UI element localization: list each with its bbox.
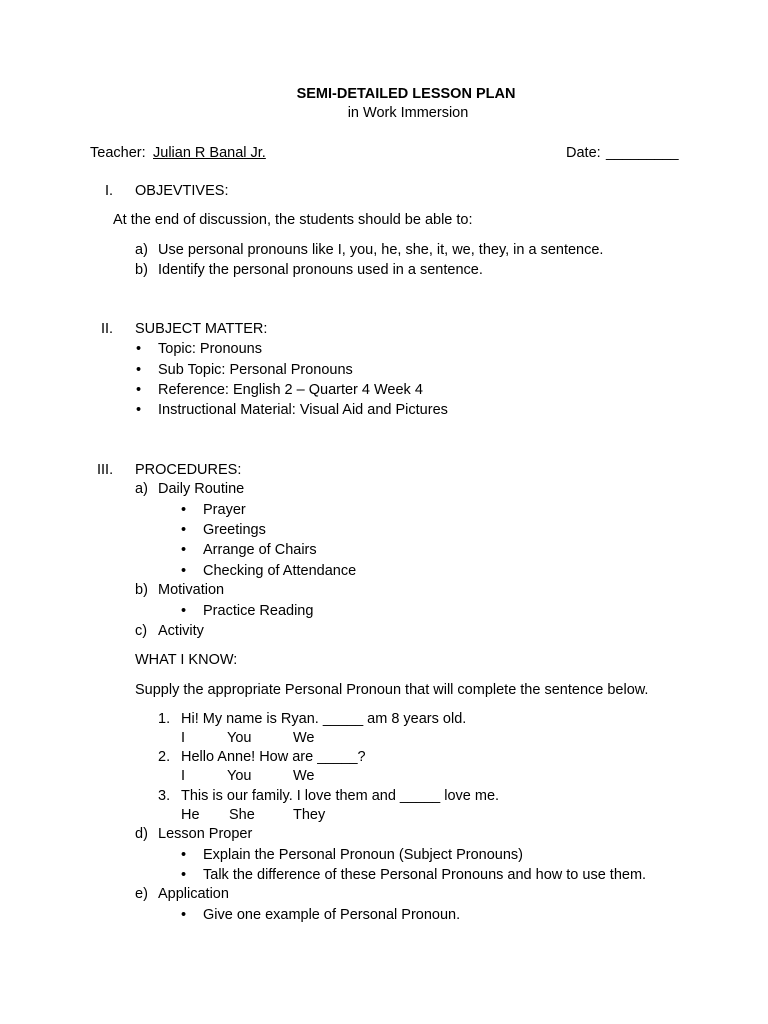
question-choice: We <box>293 768 315 784</box>
objective-item: Use personal pronouns like I, you, he, she, it, we, they, in a sentence. <box>158 242 604 258</box>
lesson-proper-label: Lesson Proper <box>158 826 253 842</box>
subject-matter-item: • Instructional Material: Visual Aid and Pictures <box>158 403 448 418</box>
subject-matter-item: • Topic: Pronouns <box>158 342 262 357</box>
subject-matter-item: • Sub Topic: Personal Pronouns <box>158 363 353 378</box>
objectives-numeral: I. <box>105 183 114 199</box>
question-text: Hi! My name is Ryan. _____ am 8 years old. <box>181 711 467 727</box>
daily-routine-marker: a) <box>135 481 148 497</box>
question-choice: I <box>181 768 186 784</box>
what-i-know-heading: WHAT I KNOW: <box>135 652 238 668</box>
question-text: This is our family. I love them and _____ love me. <box>181 788 500 804</box>
lesson-proper-item: • Talk the difference of these Personal Pronouns and how to use them. <box>203 868 646 883</box>
application-label: Application <box>158 886 229 902</box>
teacher-label: Teacher: <box>90 145 146 161</box>
document-title: SEMI-DETAILED LESSON PLAN <box>296 86 516 102</box>
lesson-proper-item: • Explain the Personal Pronoun (Subject Pronouns) <box>203 848 523 863</box>
daily-routine-item: • Prayer <box>203 503 246 518</box>
activity-label: Activity <box>158 623 204 639</box>
question-number: 2. <box>158 749 171 765</box>
daily-routine-label: Daily Routine <box>158 481 245 497</box>
question-choice: You <box>227 730 252 746</box>
activity-instruction: Supply the appropriate Personal Pronoun that will complete the sentence below. <box>135 682 649 698</box>
activity-marker: c) <box>135 623 148 639</box>
date-blank: _________ <box>606 145 679 161</box>
motivation-label: Motivation <box>158 582 225 598</box>
daily-routine-item: • Greetings <box>203 523 266 538</box>
objective-marker: a) <box>135 242 148 258</box>
subject-matter-item: • Reference: English 2 – Quarter 4 Week 4 <box>158 383 423 398</box>
objectives-intro: At the end of discussion, the students should be able to: <box>113 212 473 228</box>
question-choice: She <box>229 807 255 823</box>
question-choice: I <box>181 730 186 746</box>
subject-matter-heading: SUBJECT MATTER: <box>135 321 268 337</box>
daily-routine-item: • Arrange of Chairs <box>203 543 317 558</box>
application-item: • Give one example of Personal Pronoun. <box>203 908 460 923</box>
motivation-item: • Practice Reading <box>203 604 313 619</box>
daily-routine-item: • Checking of Attendance <box>203 564 356 579</box>
objective-item: Identify the personal pronouns used in a sentence. <box>158 262 483 278</box>
subject-matter-numeral: II. <box>101 321 114 337</box>
lesson-proper-marker: d) <box>135 826 148 842</box>
objective-marker: b) <box>135 262 148 278</box>
document-subtitle: in Work Immersion <box>347 105 469 121</box>
procedures-heading: PROCEDURES: <box>135 462 242 478</box>
question-choice: They <box>293 807 326 823</box>
question-number: 3. <box>158 788 171 804</box>
question-text: Hello Anne! How are _____? <box>181 749 366 765</box>
question-choice: You <box>227 768 252 784</box>
motivation-marker: b) <box>135 582 148 598</box>
question-choice: He <box>181 807 200 823</box>
question-choice: We <box>293 730 315 746</box>
application-marker: e) <box>135 886 148 902</box>
question-number: 1. <box>158 711 171 727</box>
procedures-numeral: III. <box>97 462 114 478</box>
teacher-name: Julian R Banal Jr. <box>153 145 266 161</box>
objectives-heading: OBJEVTIVES: <box>135 183 229 199</box>
date-label: Date: <box>566 145 601 161</box>
